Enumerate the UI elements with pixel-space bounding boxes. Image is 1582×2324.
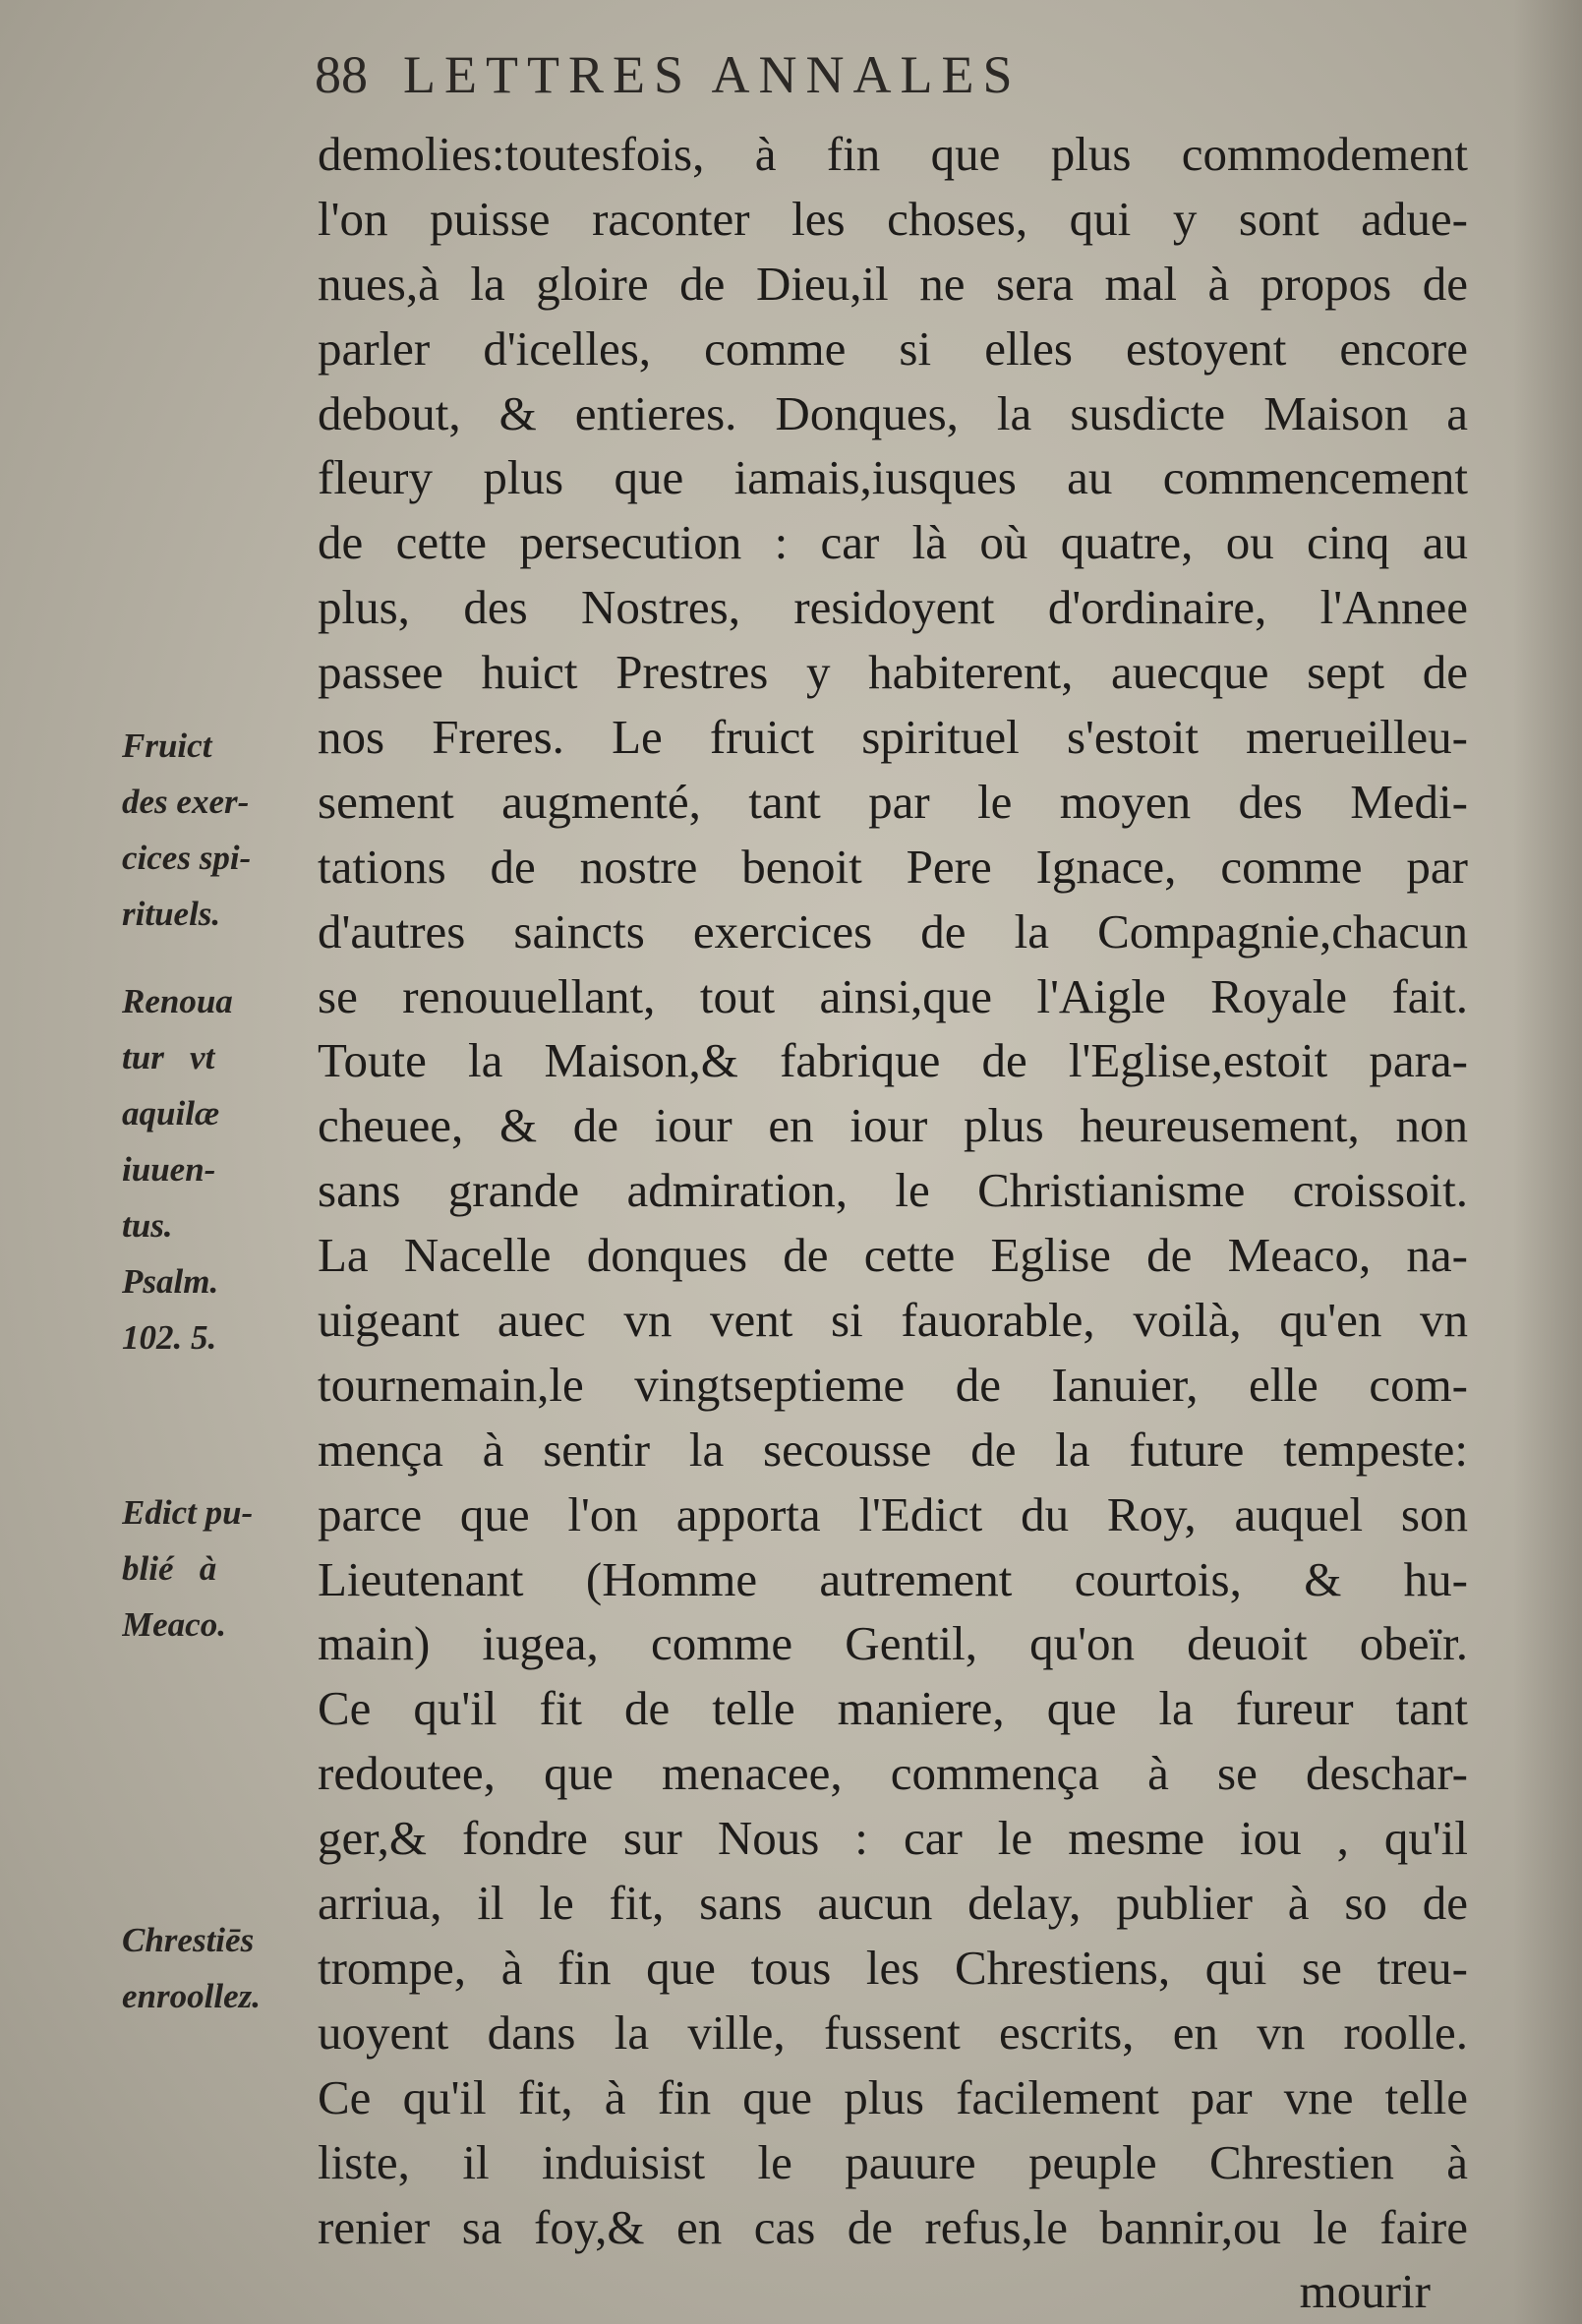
marginal-note-line: enroollez. [122, 1977, 261, 2015]
marginal-note-line: aquilæ [122, 1094, 220, 1133]
body-line: uigeant auec vn vent si fauorable, voilà, qu'en vn [318, 1293, 1468, 1348]
body-line: demolies:toutesfois, à fin que plus commodement [318, 127, 1468, 181]
marginal-note-renouatur [122, 973, 309, 1365]
body-line: sement augmenté, tant par le moyen des Medi- [318, 774, 1468, 829]
body-line: nues,à la gloire de Dieu,il ne sera mal à propos de [318, 256, 1468, 311]
body-line: Ce qu'il fit de telle maniere, que la fureur tant [318, 1681, 1468, 1736]
body-line: redoutee, que menacee, commença à se deschar- [318, 1746, 1468, 1801]
body-line: ger,& fondre sur Nous : car le mesme iou , qu'il [318, 1811, 1468, 1866]
body-line: passee huict Prestres y habiterent, auecque sept de [318, 645, 1468, 700]
body-line: liste, il induisist le pauure peuple Chrestien à [318, 2134, 1468, 2189]
marginal-note-chrestiens [122, 1912, 309, 2024]
body-line: arriua, il le fit, sans aucun delay, publier à so de [318, 1876, 1468, 1931]
marginal-note-line: Psalm. [122, 1262, 219, 1301]
body-line: tations de nostre benoit Pere Ignace, comme par [318, 839, 1468, 894]
marginal-note-line: des exer- [122, 783, 250, 821]
body-line: sans grande admiration, le Christianisme croissoit. [318, 1163, 1468, 1218]
body-line: renier sa foy,& en cas de refus,le bannir,ou le faire [318, 2199, 1468, 2254]
body-line: plus, des Nostres, residoyent d'ordinaire, l'Annee [318, 580, 1468, 635]
marginal-note-line: tur vt [122, 1038, 215, 1076]
marginal-note-line: Renoua [122, 982, 233, 1020]
marginal-note-line: Chrestiēs [122, 1921, 255, 1959]
body-line: Ce qu'il fit, à fin que plus facilement par vne telle [318, 2069, 1468, 2124]
body-line: La Nacelle donques de cette Eglise de Meaco, na- [318, 1228, 1468, 1283]
body-line: d'autres saincts exercices de la Compagnie,chacun [318, 903, 1468, 959]
catchword: mourir [1299, 2264, 1431, 2319]
body-line: Lieutenant (Homme autrement courtois, & hu- [318, 1551, 1468, 1606]
body-line: parler d'icelles, comme si elles estoyent encore [318, 320, 1468, 376]
body-line: uoyent dans la ville, fussent escrits, en vn roolle. [318, 2004, 1468, 2060]
marginal-note-fruict [122, 718, 309, 942]
running-head [315, 39, 1298, 110]
body-line: cheuee, & de iour en iour plus heureusement, non [318, 1098, 1468, 1153]
running-title: LETTRES ANNALES [403, 45, 1022, 104]
body-line: fleury plus que iamais,iusques au commencement [318, 450, 1468, 505]
marginal-note-line: Edict pu- [122, 1493, 254, 1532]
marginal-note-line: cices spi- [122, 839, 252, 877]
body-line: mença à sentir la secousse de la future tempeste: [318, 1422, 1468, 1477]
marginal-note-line: Fruict [122, 726, 212, 765]
body-line: de cette persecution : car là où quatre, ou cinq au [318, 515, 1468, 570]
body-line: nos Freres. Le fruict spirituel s'estoit merueilleu- [318, 710, 1468, 765]
body-line: main) iugea, comme Gentil, qu'on deuoit obeïr. [318, 1616, 1468, 1671]
body-line: parce que l'on apporta l'Edict du Roy, auquel son [318, 1486, 1468, 1541]
body-line: se renouuellant, tout ainsi,que l'Aigle Royale fait. [318, 968, 1468, 1023]
body-line: trompe, à fin que tous les Chrestiens, qui se treu- [318, 1940, 1468, 1995]
body-line: Toute la Maison,& fabrique de l'Eglise,estoit para- [318, 1033, 1468, 1088]
marginal-note-line: iuuen- [122, 1150, 216, 1189]
body-line: debout, & entieres. Donques, la susdicte Maison a [318, 385, 1468, 440]
marginal-note-edict [122, 1484, 309, 1653]
marginal-note-line: tus. [122, 1206, 173, 1245]
marginal-note-line: Meaco. [122, 1605, 226, 1644]
marginal-note-line: 102. 5. [122, 1318, 217, 1357]
body-line: tournemain,le vingtseptieme de Ianuier, elle com- [318, 1357, 1468, 1412]
marginal-note-line: rituels. [122, 895, 221, 933]
body-text [318, 122, 1468, 2324]
body-line: l'on puisse raconter les choses, qui y sont adue- [318, 191, 1468, 246]
marginal-note-line: blié à [122, 1549, 217, 1588]
page-number: 88 [315, 45, 368, 104]
